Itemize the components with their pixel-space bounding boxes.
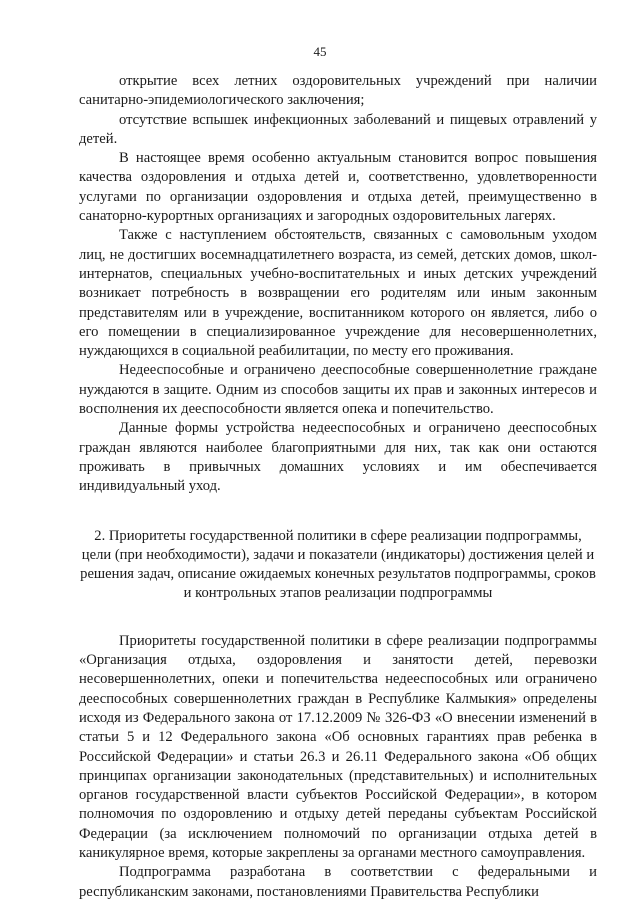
- document-body: [79, 72, 597, 902]
- section-heading: 2. Приоритеты государственной политики в сфере реализации подпрограммы, цели (при необходимости), задачи и показатели (индикаторы) достижения целей и решения задач, описание ожидаемых конечных результатов подпрограммы, сроков и контрольных этапов реализации подпрограммы: [80, 527, 596, 602]
- page-number: 45: [313, 44, 327, 59]
- paragraph: открытие всех летних оздоровительных учреждений при наличии санитарно-эпидемиологического заключения;: [79, 73, 597, 109]
- paragraph: Подпрограмма разработана в соответствии с федеральными и республиканским законами, постановлениями Правительства Республики: [79, 864, 597, 900]
- paragraph: Данные формы устройства недееспособных и ограничено дееспособных граждан являются наиболее благоприятными для них, так как они остаются проживать в привычных домашних условиях и им обеспечивается индивидуальный уход.: [79, 420, 597, 495]
- paragraph: В настоящее время особенно актуальным становится вопрос повышения качества оздоровления и отдыха детей и, соответственно, удовлетворенности услугами по организации оздоровления и отдыха детей, преимущественно в санаторно-курортных организациях и загородных оздоровительных лагерях.: [79, 150, 597, 225]
- paragraph: Приоритеты государственной политики в сфере реализации подпрограммы «Организация отдыха, оздоровления и занятости детей, перевозки несовершеннолетних, опеки и попечительства недееспособных или ограничено дееспособных совершеннолетних граждан в Республике Калмыкия» определены исходя из Федерального закона от 17.12.2009 № 326-ФЗ «О внесении изменений в статьи 5 и 12 Федерального закона «Об основных гарантиях прав ребенка в Российской Федерации» и статьи 26.3 и 26.11 Федерального закона «Об общих принципах организации законодательных (представительных) и исполнительных органов государственной власти субъектов Российской Федерации», в котором полномочия по оздоровлению и отдыху детей переданы субъектам Российской Федерации (за исключением полномочий по организации отдыха детей в каникулярное время, которые закреплены за органами местного самоуправления.: [79, 632, 597, 861]
- paragraph: Также с наступлением обстоятельств, связанных с самовольным уходом лиц, не достигших восемнадцатилетнего возраста, из семей, детских домов, школ-интернатов, специальных учебно-воспитательных и иных детских учреждений возникает потребность в возвращении его родителям или иным законным представителям или в учреждение, воспитанником которого он является, либо о его помещении в специализированное учреждение для несовершеннолетних, нуждающихся в социальной реабилитации, по месту его проживания.: [79, 227, 597, 360]
- paragraph: отсутствие вспышек инфекционных заболеваний и пищевых отравлений у детей.: [79, 111, 597, 147]
- paragraph: Недееспособные и ограничено дееспособные совершеннолетние граждане нуждаются в защите. Одним из способов защиты их прав и законных интересов и восполнения их дееспособности является опека и попечительство.: [79, 362, 597, 418]
